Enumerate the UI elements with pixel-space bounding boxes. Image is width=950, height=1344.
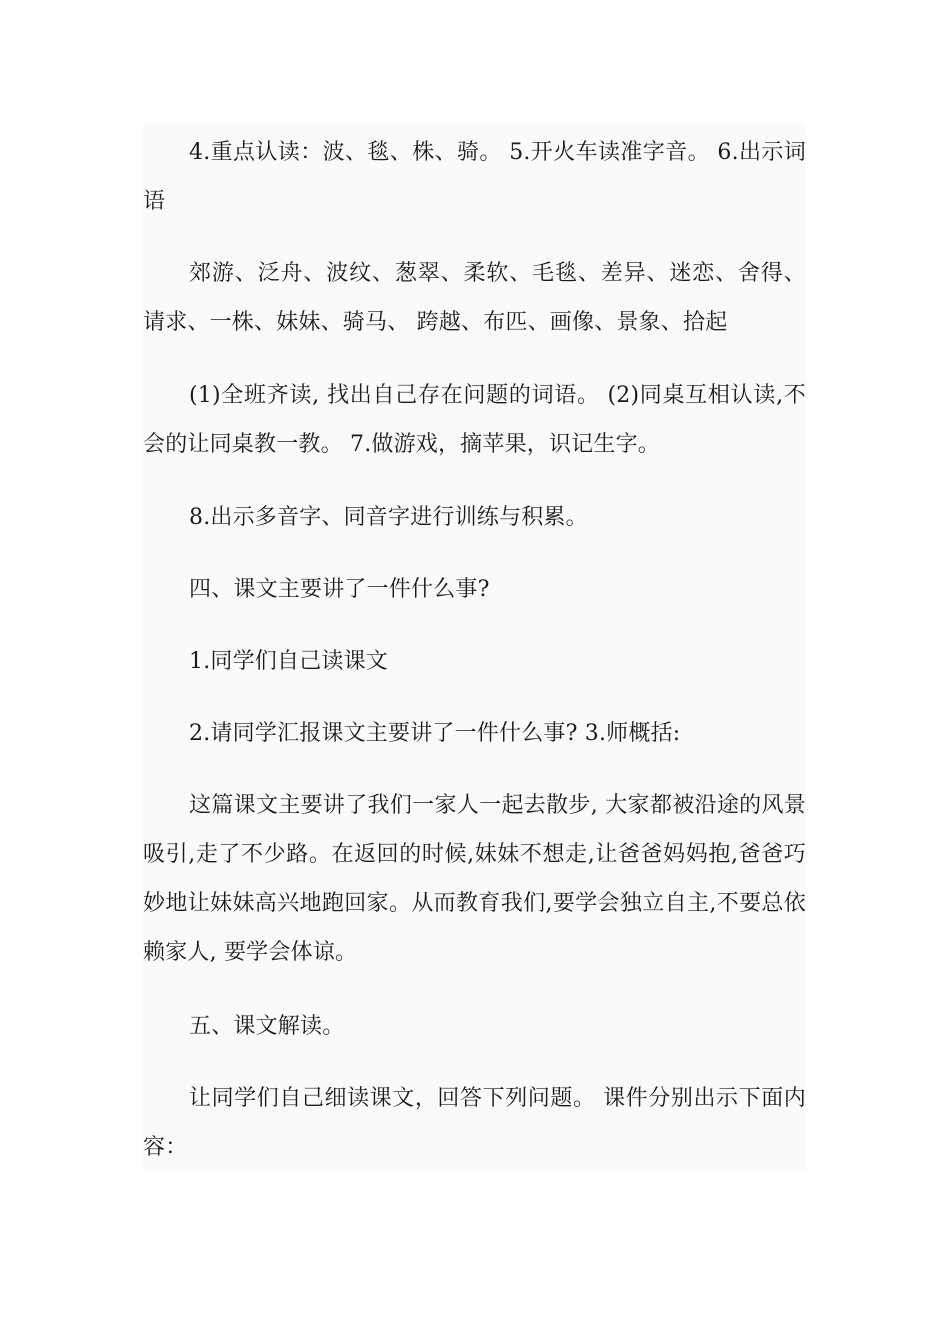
paragraph-word-list: 郊游、泛舟、波纹、葱翠、柔软、毛毯、差异、迷恋、舍得、请求、一株、妹妹、骑马、 跨越、布匹、画像、景象、拾起 [143,261,806,335]
paragraph-self-read: 1.同学们自己读课文 [189,649,388,674]
paragraph-reading-steps: 4.重点认读：波、毯、株、骑。 5.开火车读准字音。 6.出示词语 [143,140,806,214]
paragraph-summary: 这篇课文主要讲了我们一家人一起去散步, 大家都被沿途的风景吸引,走了不少路。在返回的时候,妹妹不想走,让爸爸妈妈抱,爸爸巧妙地让妹妹高兴地跑回家。从而教育我们,要学会独立自主,不要总依赖家人, 要学会体谅。 [143,793,806,965]
paragraph-report: 2.请同学汇报课文主要讲了一件什么事? 3.师概括: [189,721,681,746]
paragraph-polyphones: 8.出示多音字、同音字进行训练与积累。 [189,505,588,530]
document-page [143,124,806,1171]
paragraph-close-reading: 让同学们自己细读课文，回答下列问题。 课件分别出示下面内容： [143,1086,806,1160]
paragraph-group-reading: (1)全班齐读, 找出自己存在问题的词语。 (2)同桌互相认读,不会的让同桌教一教。 7.做游戏，摘苹果，识记生字。 [143,383,806,457]
section-heading-five: 五、课文解读。 [189,1014,345,1039]
section-heading-four: 四、课文主要讲了一件什么事? [189,577,490,602]
